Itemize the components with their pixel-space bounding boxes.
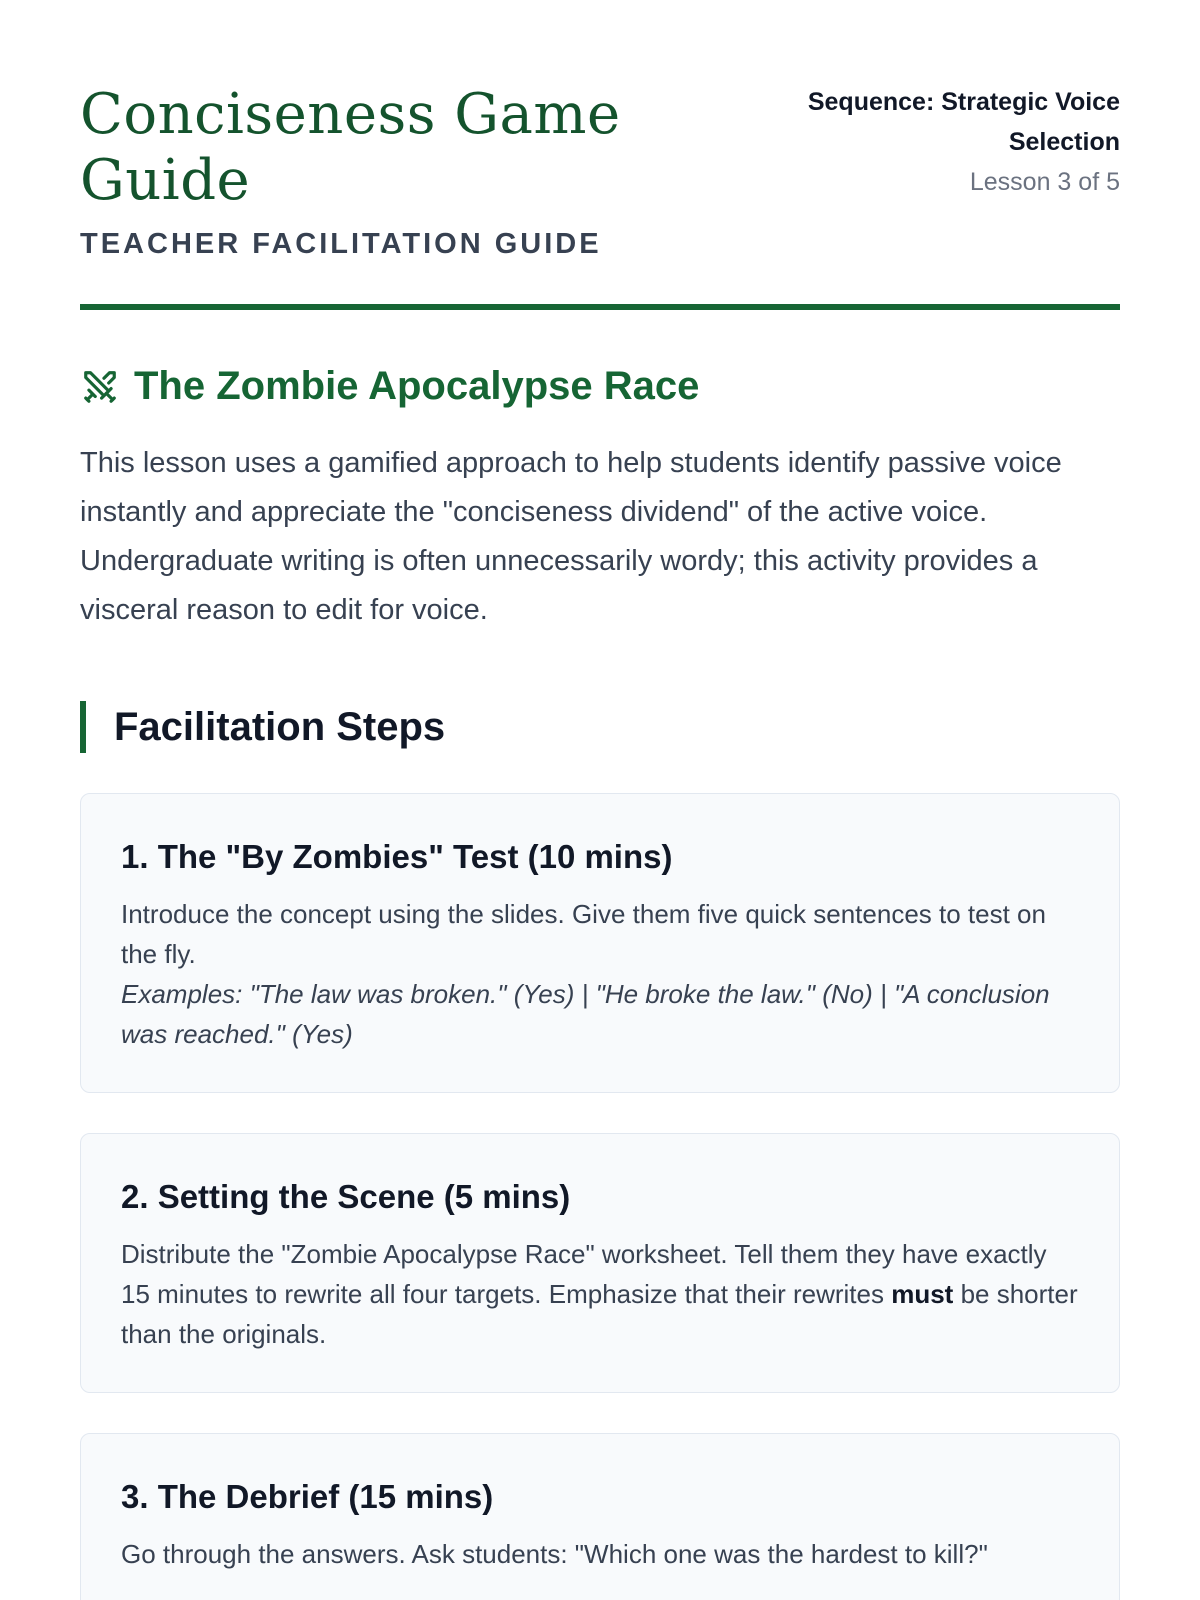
step-emphasis: must xyxy=(891,1279,954,1309)
step-title: 1. The "By Zombies" Test (10 mins) xyxy=(121,838,673,875)
crossed-swords-icon xyxy=(80,367,120,407)
step-body xyxy=(121,894,1079,1054)
steps-heading-text: Facilitation Steps xyxy=(114,704,446,749)
step-card xyxy=(80,1133,1120,1393)
step-body: Go through the answers. Ask students: "Which one was the hardest to kill?" xyxy=(121,1539,988,1569)
lesson-label: Lesson 3 of 5 xyxy=(969,168,1120,196)
step-card xyxy=(80,793,1120,1093)
section-title xyxy=(80,364,1120,409)
document-subtitle: TEACHER FACILITATION GUIDE xyxy=(80,228,602,260)
sequence-label: Sequence: Strategic Voice Selection xyxy=(807,88,1120,156)
step-title: 3. The Debrief (15 mins) xyxy=(121,1478,494,1515)
step-card xyxy=(80,1433,1120,1600)
header-meta xyxy=(760,82,1120,202)
document-title: Conciseness Game Guide xyxy=(80,82,621,213)
header-title-block xyxy=(80,82,640,261)
step-text: Distribute the "Zombie Apocalypse Race" worksheet. Tell them they have exactly 15 minutes to rewrite all four targets. Emphasize that their rewrites xyxy=(121,1239,1047,1309)
step-title: 2. Setting the Scene (5 mins) xyxy=(121,1178,571,1215)
intro-paragraph: This lesson uses a gamified approach to help students identify passive voice instantly and appreciate the "conciseness dividend" of the active voice. Undergraduate writing is often unnecessarily wordy; this activity provides a visceral reason to edit for voice. xyxy=(80,447,1062,626)
step-description: Introduce the concept using the slides. Give them five quick sentences to test on the fly. xyxy=(121,899,1046,969)
step-examples: Examples: "The law was broken." (Yes) | "He broke the law." (No) | "A conclusion was reached." (Yes) xyxy=(121,979,1050,1049)
step-text: be shorter than the originals. xyxy=(121,1279,1078,1349)
heading-accent-bar xyxy=(80,701,86,753)
document-header xyxy=(80,0,1120,310)
section-heading: The Zombie Apocalypse Race xyxy=(134,364,700,408)
step-body xyxy=(121,1234,1079,1354)
steps-heading xyxy=(80,701,1120,753)
